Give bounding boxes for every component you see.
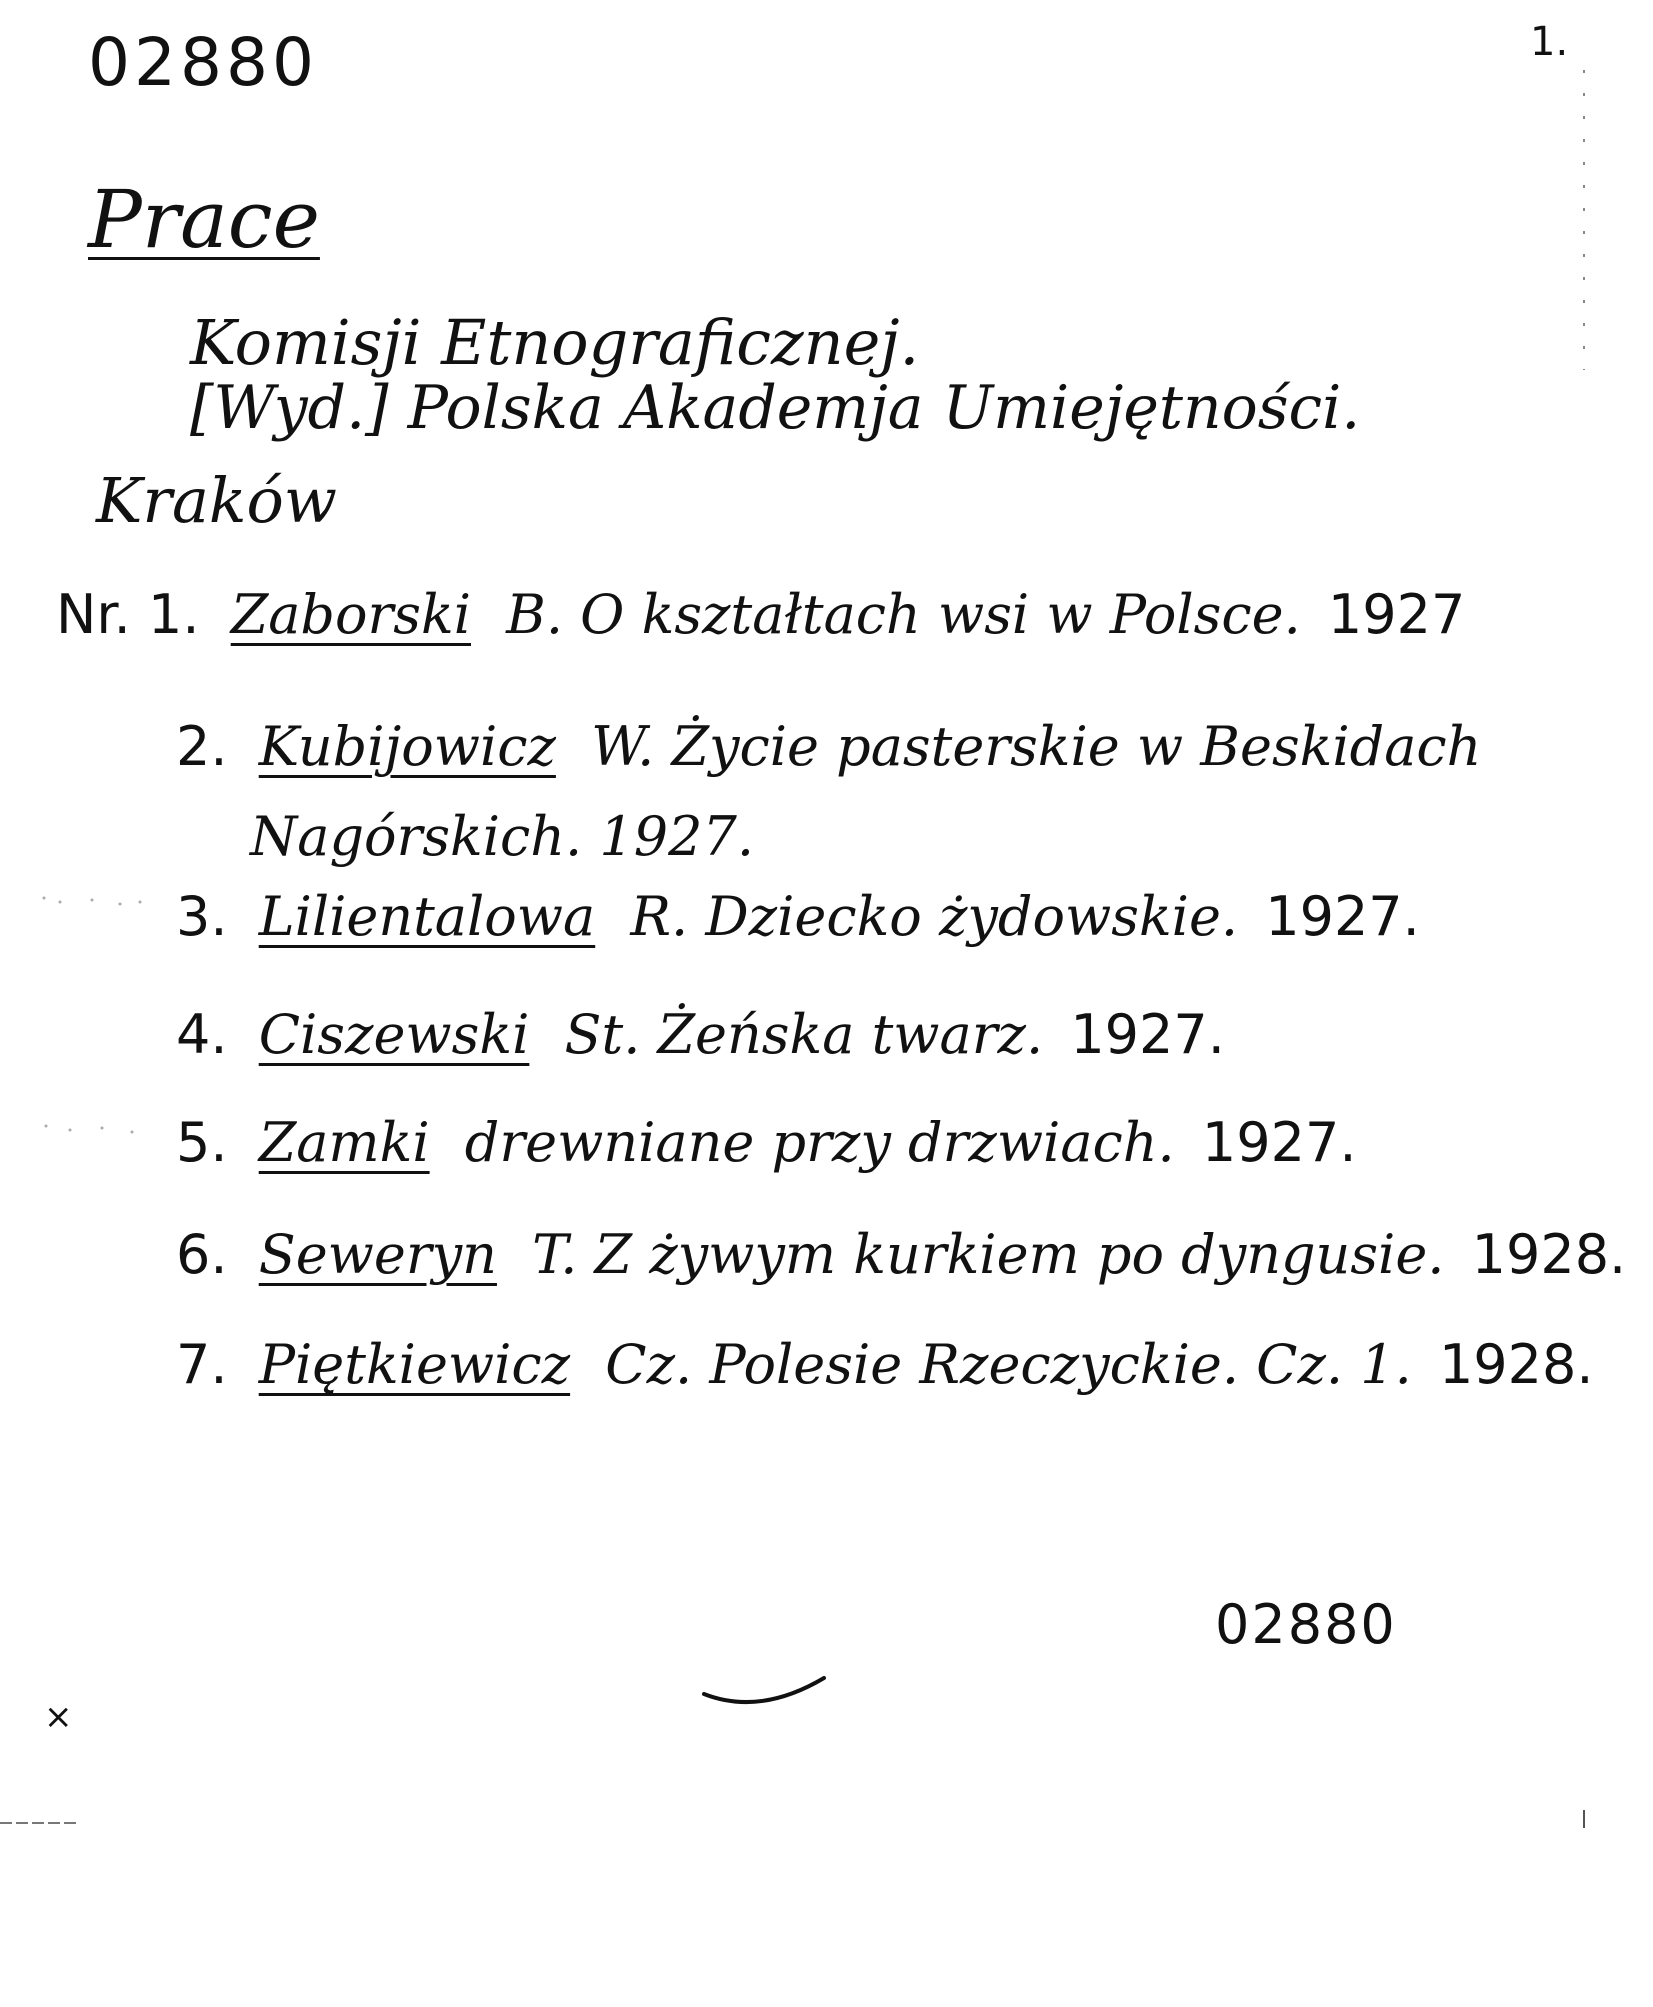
- entry-author: Zamki: [258, 1111, 430, 1174]
- scan-specks: [40, 1110, 150, 1150]
- entry-number: 6.: [176, 1223, 228, 1286]
- entry-number: 7.: [176, 1333, 228, 1396]
- entry-line: [176, 1111, 1357, 1174]
- entry-year: 1928.: [1438, 1333, 1594, 1396]
- entry-author: Zaborski: [230, 583, 471, 646]
- entry-year: 1927.: [1265, 885, 1420, 948]
- entry-line: [176, 885, 1420, 948]
- page-number: 1.: [1530, 19, 1569, 65]
- entry-author: Lilientalowa: [258, 885, 596, 948]
- entry-author: Ciszewski: [258, 1003, 530, 1066]
- publisher: [Wyd.] Polska Akademja Umiejętności.: [190, 373, 1361, 443]
- entry-title: St. Żeńska twarz.: [564, 1003, 1044, 1066]
- series-subtitle: Komisji Etnograficznej.: [190, 306, 920, 379]
- entry-title: W. Życie pasterskie w Beskidach: [591, 715, 1482, 778]
- entry-author: Kubijowicz: [258, 715, 556, 778]
- entry-year: 1927.: [1070, 1003, 1225, 1066]
- scan-specks: [40, 880, 150, 920]
- entry-title: Cz. Polesie Rzeczyckie. Cz. 1.: [605, 1333, 1412, 1396]
- entry-line: [176, 1003, 1225, 1066]
- entry-author: Seweryn: [258, 1223, 497, 1286]
- signature-number-top: 02880: [88, 24, 318, 101]
- entry-title: R. Dziecko żydowskie.: [630, 885, 1239, 948]
- entry-year: 1927.: [1201, 1111, 1357, 1174]
- pen-stroke-curve: [700, 1670, 830, 1720]
- entry-number: 3.: [176, 885, 228, 948]
- entry-line: [56, 583, 1466, 646]
- entry-author: Piętkiewicz: [258, 1333, 571, 1396]
- series-title: Prace: [88, 173, 320, 266]
- margin-mark: ×: [44, 1697, 73, 1737]
- place-of-publication: Kraków: [96, 464, 337, 537]
- entry-title: B. O kształtach wsi w Polsce.: [506, 583, 1301, 646]
- entry-line: [176, 715, 1482, 778]
- signature-number-bottom: 02880: [1215, 1593, 1397, 1656]
- entry-year: 1928.: [1471, 1223, 1627, 1286]
- entry-number: 1.: [147, 583, 200, 646]
- entry-continuation: Nagórskich. 1927.: [250, 805, 754, 868]
- entry-year: 1927: [1327, 583, 1466, 646]
- entry-title: T. Z żywym kurkiem po dyngusie.: [532, 1223, 1445, 1286]
- entry-title: drewniane przy drzwiach.: [464, 1111, 1175, 1174]
- entry-number: 5.: [176, 1111, 228, 1174]
- scan-edge-marks: [1578, 70, 1590, 1830]
- entry-line: [176, 1333, 1594, 1396]
- entry-number: 2.: [176, 715, 228, 778]
- scan-edge-line: [0, 1820, 90, 1826]
- entry-line: [176, 1223, 1627, 1286]
- entry-prefix: Nr.: [56, 583, 131, 646]
- entry-number: 4.: [176, 1003, 228, 1066]
